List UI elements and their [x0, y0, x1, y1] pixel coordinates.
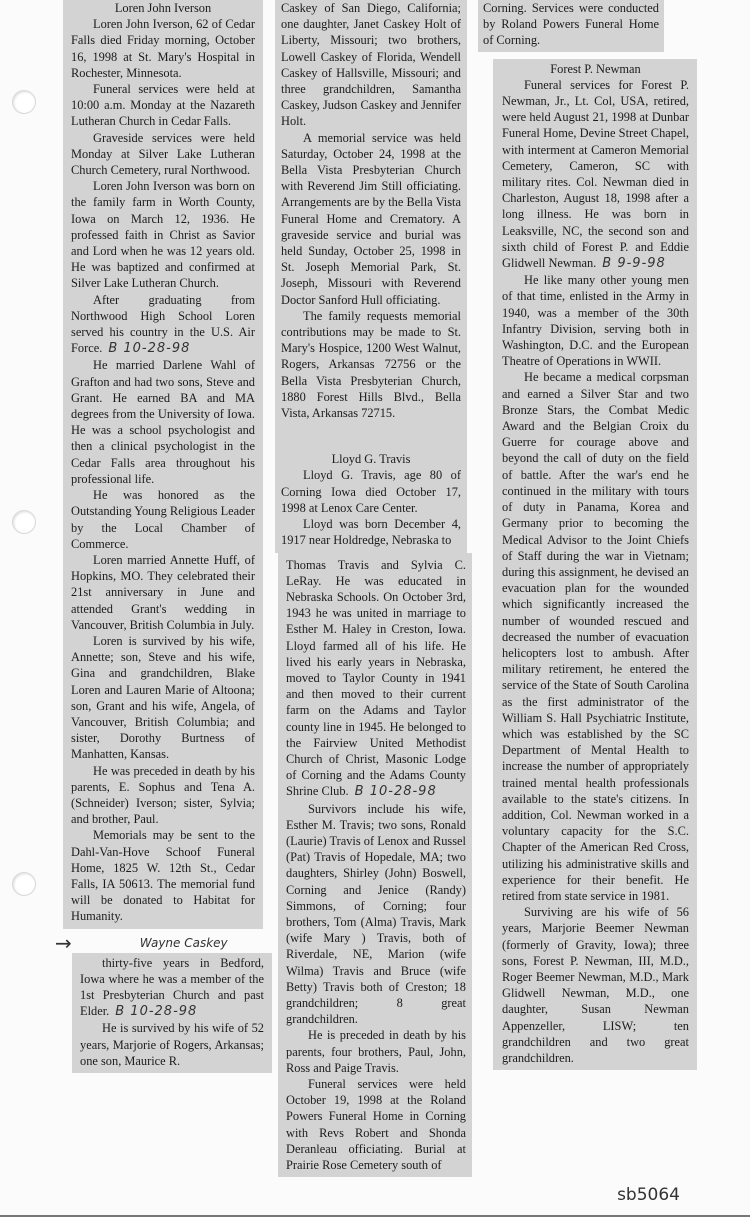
obituary-title: Loren John Iverson [114, 1, 212, 15]
handwritten-date-annotation: B 10-28-98 [115, 1004, 198, 1020]
paragraph [71, 633, 255, 763]
paragraph-text: Funeral services were held October 19, 1998 at the Roland Powers Funeral Home in Corning with Revs Robert and Shonda Deranleau officiating. Burial at Prairie Rose Cemetery south of [286, 1077, 466, 1173]
paragraph-text: Corning. Services were conducted by Roland Powers Funeral Home of Corning. [483, 1, 659, 48]
paragraph-text: He like many other young men of that time, enlisted in the Army in 1940, was a member of the 30th Infantry Division, serving both in Washington, D.C. and the European Theatre of Operations in WWII. [502, 273, 689, 369]
paragraph [71, 178, 255, 291]
paragraph [80, 955, 264, 1021]
obituary-body [281, 0, 461, 421]
paragraph [286, 801, 466, 1028]
obituary-title: Lloyd G. Travis [331, 452, 411, 467]
paragraph [502, 272, 689, 369]
paragraph-text: Graveside services were held Monday at Silver Lake Lutheran Church Cemetery, rural Northwood. [71, 130, 255, 178]
paragraph-text: He is preceded in death by his parents, four brothers, Paul, John, Ross and Paige Travis. [286, 1028, 466, 1075]
paragraph-text: Loren is survived by his wife, Annette; son, Steve and his wife, Gina and grandchildren, Blake Loren and Lauren Marie of Altoona; son, Grant and his wife, Angela, of Vancouver, British Columbia; and sister, Dorothy Burtness of Manhatten, Kansas. [71, 633, 255, 762]
paragraph-text: Survivors include his wife, Esther M. Travis; two sons, Ronald (Laurie) Travis of Lenox and Russel (Pat) Travis of Hopedale, MA; two daughters, Shirley (John) Boswell, Corning and Jenice (Randy) Simmons, of Corning; four brothers, Tom (Alma) Travis, Mark (wife Mary ) Travis, both of Riverdale, NE, Marion (wife Wilma) Travis and Bruce (wife Betty) Travis both of Creston; 18 grandchildren; 8 great grandchildren. [286, 801, 466, 1027]
paragraph [71, 552, 255, 633]
paragraph-text: Loren John Iverson, 62 of Cedar Falls died Friday morning, October 16, 1998 at St. Mary's Hospital in Rochester, Minnesota. [71, 17, 255, 80]
paragraph-text: He became a medical corpsman and earned a Silver Star and two Bronze Stars, the Combat Medic Award and the Belgian Croix du Guerre for courage above and beyond the call of duty on the field of battle. After the war's end he continued in the military with tours of duty in Panama, Korea and Germany prior to becoming the Medical Advisor to the Joint Chiefs of Staff during the war in Vietnam; during this assignment, he devised an evacuation plan for the wounded which significantly increased the number of wounded rescued and decreased the number of evacuation helicopters lost to ambush. After military retirement, he entered the service of the State of South Carolina as the first administrator of the William S. Hall Psychiatric Institute, which was established by the SC Department of Mental Health to increase the number of appropriately trained mental health professionals available to the state's citizens. In addition, Col. Newman worked in a voluntary capacity for the S.C. Chapter of the American Red Cross, utilizing his administrative skills and experience for their benefit. He retired from state service in 1981. [502, 370, 689, 903]
paragraph [71, 130, 255, 179]
handwritten-row [55, 930, 272, 955]
clipping-newman [493, 59, 697, 1071]
paragraph [286, 1027, 466, 1076]
column-3 [478, 0, 698, 1070]
paragraph [281, 0, 461, 130]
paragraph [502, 77, 689, 272]
paragraph-text: He married Darlene Wahl of Grafton and had two sons, Steve and Grant. He earned BA and MA degrees from the University of Iowa. He was a school psychologist and then a clinical psychologist in the Cedar Falls area throughout his professional life. [71, 358, 255, 486]
obituary-body [80, 955, 264, 1069]
clipping-travis-part3 [478, 0, 664, 52]
paragraph-text: He was preceded in death by his parents, E. Sophus and Tena A. (Schneider) Iverson; sister, Sylvia; and brother, Paul. [71, 763, 255, 827]
clipping-caskey-part1 [72, 953, 272, 1073]
handwritten-name: Wayne Caskey [139, 935, 228, 950]
paragraph-text: Surviving are his wife of 56 years, Marjorie Beemer Newman (formerly of Gravity, Iowa); three sons, Forest P. Newman, III, M.D., Roger Beemer Newman, M.D., Mark Glidwell Newman, M.D., one daughter, Susan Newman Appenzeller, LISW; ten grandchildren and two great grandchildren. [502, 905, 689, 1065]
paragraph [71, 763, 255, 828]
paragraph-text: Loren John Iverson was born on the family farm in Worth County, Iowa on March 12, 1936. He professed faith in Christ as Savior and Lord when he was 12 years old. He was baptized and confirmed at Silver Lake Lutheran Church. [71, 179, 255, 291]
paragraph-text: Funeral services were held at 10:00 a.m. Monday at the Nazareth Lutheran Church in Cedar Falls. [71, 82, 255, 129]
paragraph-text: Thomas Travis and Sylvia C. LeRay. He was educated in Nebraska Schools. On October 3rd, 1943 he was united in marriage to Esther M. Haley in Creston, Iowa. Lloyd farmed all of his life. He lived his early years in Nebraska, moved to Taylor County in 1941 and then moved to their current farm on the Adams and Taylor county line in 1945. He belonged to the Fairview United Methodist Church of Christ, Masonic Lodge of Corning and the Adams County Shrine Club. [286, 557, 466, 799]
paragraph [281, 130, 461, 308]
punch-hole [12, 90, 36, 114]
paragraph [71, 487, 255, 552]
obituary-title: Forest P. Newman [550, 61, 641, 76]
clipping-travis-part2 [278, 553, 472, 1178]
paragraph-text: Lloyd was born December 4, 1917 near Holdredge, Nebraska to [281, 517, 461, 548]
paragraph [281, 516, 461, 548]
paragraph [281, 467, 461, 516]
paragraph [286, 1076, 466, 1173]
page-footer [0, 1177, 750, 1205]
paragraph [71, 357, 255, 487]
paragraph [80, 1020, 264, 1069]
handwritten-date-annotation: B 10-28-98 [354, 784, 437, 800]
paragraph [71, 81, 255, 130]
paragraph [502, 904, 689, 1066]
paragraph-text: After graduating from Northwood High School Loren served his country in the U.S. Air Force. [71, 292, 255, 356]
paragraph-text: Memorials may be sent to the Dahl-Van-Hove Schoof Funeral Home, 1825 W. 12th St., Cedar Falls, IA 50613. The memorial fund will be donated to Habitat for Humanity. [71, 828, 255, 924]
paragraph-text: thirty-five years in Bedford, Iowa where he was a member of the 1st Presbyterian Church and past Elder. [80, 955, 264, 1019]
paragraph-text: He was honored as the Outstanding Young Religious Leader by the Local Chamber of Commerce. [71, 488, 255, 551]
arrow-icon: → [55, 930, 72, 955]
paragraph [71, 16, 255, 81]
obituary-body [71, 16, 255, 924]
paragraph [502, 369, 689, 904]
obituary-body [281, 467, 461, 548]
paragraph-text: Lloyd G. Travis, age 80 of Corning Iowa died October 17, 1998 at Lenox Care Center. [281, 468, 461, 515]
paragraph [483, 0, 659, 49]
paragraph [71, 827, 255, 924]
obituary-body [483, 0, 659, 49]
clipping-iverson [63, 0, 263, 929]
paragraph-text: Loren married Annette Huff, of Hopkins, MO. They celebrated their 21st anniversary in June and attended Grant's wedding in Vancouver, British Columbia in July. [71, 552, 255, 632]
catalog-number: sb5064 [617, 1185, 680, 1206]
obituary-body [502, 77, 689, 1066]
paragraph-text: The family requests memorial contributions may be made to St. Mary's Hospice, 1200 West Walnut, Rogers, Arkansas 72756 or the Bella Vista Presbyterian Church, 1880 Forest Hills Blvd., Bella Vista, Arkansas 72715. [281, 308, 461, 421]
column-1 [55, 0, 272, 1073]
paragraph [286, 557, 466, 801]
paragraph-text: A memorial service was held Saturday, October 24, 1998 at the Bella Vista Presbyterian Church with Reverend Jim Still officiating. Arrangements are by the Bella Vista Funeral Home and Crematory. A graveside service and burial was held Sunday, October 25, 1998 in St. Joseph Memorial Park, St. Joseph, Missouri with Reverend Doctor Sanford Hull officiating. [281, 130, 461, 307]
paragraph-text: He is survived by his wife of 52 years, Marjorie of Rogers, Arkansas; one son, Maurice R. [80, 1021, 264, 1068]
column-2 [275, 0, 473, 1177]
obituary-body [286, 557, 466, 1174]
handwritten-date-annotation: B 10-28-98 [108, 341, 191, 357]
paragraph [71, 292, 255, 358]
paragraph [281, 308, 461, 421]
punch-hole [12, 872, 36, 896]
clipping-caskey-travis [275, 0, 467, 553]
handwritten-date-annotation: B 9-9-98 [602, 256, 666, 272]
punch-hole [12, 510, 36, 534]
paragraph-text: Caskey of San Diego, California; one daughter, Janet Caskey Holt of Liberty, Missouri; two brothers, Lowell Caskey of Florida, Wendell Caskey of Hallsville, Missouri; and three grandchildren, Samantha Caskey, Judson Caskey and Jennifer Holt. [281, 1, 461, 129]
paragraph-text: Funeral services for Forest P. Newman, Jr., Lt. Col, USA, retired, were held August 21, 1998 at Dunbar Funeral Home, Devine Street Chapel, with interment at Cameron Memorial Cemetery, Cameron, SC with military rites. Col. Newman died in Charleston, August 18, 1998 after a long illness. He was born in Leaksville, NC, the second son and sixth child of Forest P. and Eddie Glidwell Newman. [502, 77, 689, 271]
